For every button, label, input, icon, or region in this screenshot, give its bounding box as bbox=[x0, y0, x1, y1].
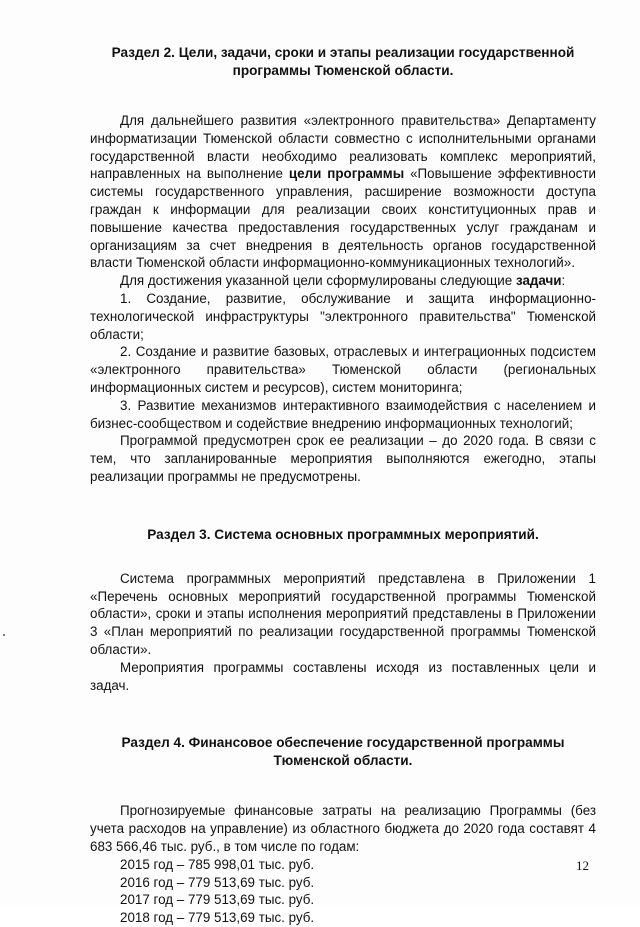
text-span: Для дальнейшего развития «электронного правительства» Департаменту информатизации Тюменской области совместно с исполнительными органами государственной власти необходимо реализовать комплекс мероприятий, направленных на выполнение bbox=[90, 113, 596, 182]
section-3-paragraph-2: Мероприятия программы составлены исходя из поставленных цели и задач. bbox=[90, 659, 596, 693]
text-span: Для достижения указанной цели сформулированы следующие bbox=[120, 273, 516, 289]
bold-tasks-label: задачи bbox=[515, 273, 562, 289]
section-2-paragraph-term: Программой предусмотрен срок ее реализации – до 2020 года. В связи с тем, что запланированные мероприятия выполняются ежегодно, этапы реализации программы не предусмотрены. bbox=[90, 433, 596, 484]
scan-speck bbox=[3, 634, 5, 636]
bold-goal-label: цели программы bbox=[288, 166, 405, 182]
page-content bbox=[90, 44, 596, 927]
section-3-paragraph-1: Система программных мероприятий представлена в Приложении 1 «Перечень основных мероприятий государственной программы Тюменской области», сроки и этапы исполнения мероприятий представлены в Приложении 3 «План мероприятий по реализации государственной программы Тюменской области». bbox=[90, 570, 596, 657]
budget-year-2018: 2018 год – 779 513,69 тыс. руб. bbox=[120, 910, 315, 926]
text-span: «Повышение эффективности системы государственного управления, расширение возможности доступа граждан к информации для реализации своих конституционных прав и повышение качества предоставления государственных услуг гражданам и организациям за счет внедрения в деятельность органов государственной власти Тюменской области информационно-коммуникационных технологий». bbox=[90, 166, 596, 271]
budget-year-2015: 2015 год – 785 998,01 тыс. руб. bbox=[120, 856, 315, 872]
section-2-paragraph-goal bbox=[90, 112, 596, 272]
task-item-2: 2. Создание и развитие базовых, отраслевых и интеграционных подсистем «электронного правительства» Тюменской области (региональных информационных систем и ресурсов), систем мониторинга; bbox=[90, 344, 596, 395]
section-4-paragraph-1: Прогнозируемые финансовые затраты на реализацию Программы (без учета расходов на управление) из областного бюджета до 2020 года составят 4 683 566,46 тыс. руб., в том числе по годам: bbox=[90, 803, 596, 854]
section-3-title: Раздел 3. Система основных программных мероприятий. bbox=[147, 526, 539, 542]
text-span: : bbox=[561, 273, 566, 289]
budget-year-2017: 2017 год – 779 513,69 тыс. руб. bbox=[120, 892, 315, 908]
task-item-3: 3. Развитие механизмов интерактивного взаимодействия с населением и бизнес-сообществом и содействие внедрению информационных технологий; bbox=[90, 397, 596, 431]
task-item-1: 1. Создание, развитие, обслуживание и защита информационно-технологической инфраструктуры "электронного правительства" Тюменской области; bbox=[90, 290, 596, 342]
section-4-title: Раздел 4. Финансовое обеспечение государственной программы Тюменской области. bbox=[121, 735, 565, 769]
section-2-title: Раздел 2. Цели, задачи, сроки и этапы реализации государственной программы Тюменской области. bbox=[111, 45, 575, 78]
section-2-paragraph-tasks-intro bbox=[90, 272, 596, 290]
page-number: 12 bbox=[576, 858, 589, 873]
budget-year-2016: 2016 год – 779 513,69 тыс. руб. bbox=[120, 874, 315, 890]
